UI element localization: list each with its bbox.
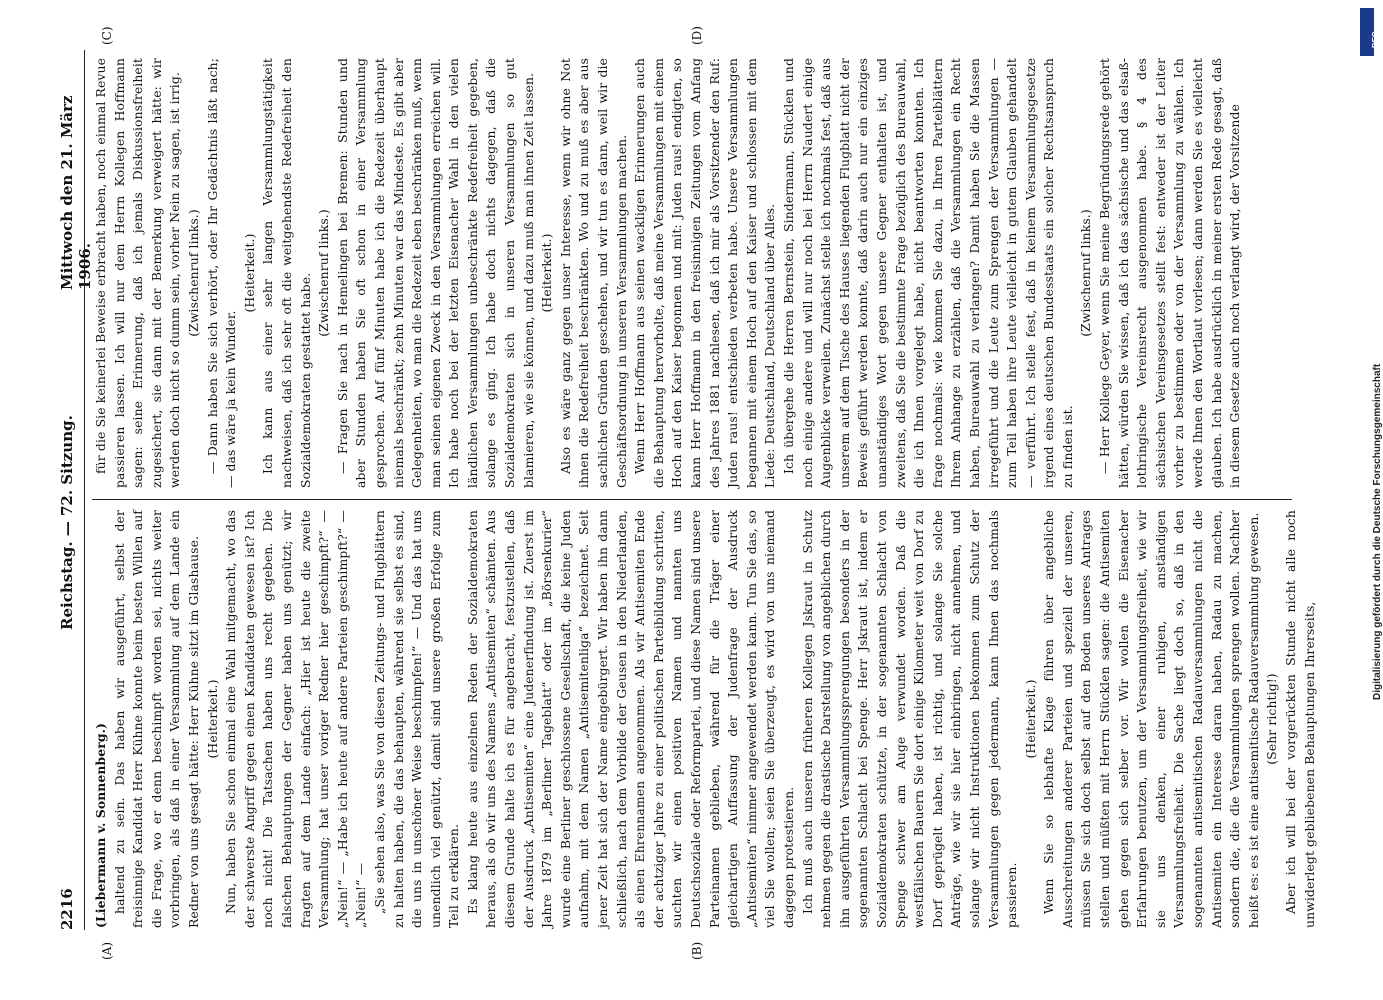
paragraph: Ich kann aus einer sehr langen Versammlungstätigkeit nachweisen, daß ich sehr oft die weitgehendste Redefreiheit den Sozialdemokraten gestattet habe.: [260, 58, 313, 488]
paragraph: — Herr Kollege Geyer, wenn Sie meine Begründungsrede gehört hätten, würden Sie wissen, daß ich das sächsische und das elsaß-lothringische Vereinsrecht ausgenommen habe. § 4 des sächsischen Vereinsgesetzes stellt fest: entweder ist der Leiter vorher zu bestimmen oder von der Versammlung zu wählen. Ich werde Ihnen den Wortlaut vorlesen; dann werden Sie es vielleicht glauben. Ich habe ausdrücklich in meiner ersten Rede gesagt, daß in diesem Gesetze auch noch verlangt wird, der Vorsitzende: [1097, 58, 1243, 488]
paragraph: — Dann haben Sie sich verhört, oder Ihr Gedächtnis läßt nach; — das wäre ja kein Wunder.: [204, 58, 239, 488]
page-number: 2216: [58, 888, 76, 930]
paragraph: Ich muß auch unseren früheren Kollegen Jskraut in Schutz nehmen gegen die drastische Darstellung von angeblichen durch ihn ausgeführten Versammlungssprengungen besonders in der sogenannten Schlacht bei Spenge. Herr Jskraut ist, indem er Sozialdemokraten schützte, in der sogenannten Schlacht von Spenge schwer am Auge verwundet worden. Daß die westfälischen Bauern Sie dort einige Kilometer weit von Dorf zu Dorf geprügelt haben, ist richtig, und solange Sie solche Anträge, wie wir sie hier einbringen, nicht annehmen, und solange wir nicht Instruktionen bekommen zum Schutz der Versammlungen gegen jedermann, kann Ihnen das nochmals passieren.: [799, 510, 1020, 928]
margin-mark-d: (D): [690, 26, 704, 45]
paragraph: — Fragen Sie nach in Hemelingen bei Bremen: Stunden und aber Stunden haben Sie oft schon in einer Versammlung gesprochen. Auf fünf Minuten habe ich die Redezeit überhaupt niemals beschränkt; zehn Minuten war das Mindeste. Es gibt aber Gelegenheiten, wo man die Redezeit eben beschränken muß, wenn man seinen eigenen Zweck in den Versammlungen erreichen will. Ich habe noch bei der letzten Eisenacher Wahl in den vielen ländlichen Versammlungen unbeschränkte Redefreiheit gegeben, solange es ging. Ich habe doch nichts dagegen, daß die Sozialdemokraten sich in unseren Versammlungen so gut blamieren, wie sie können, und dazu muß man ihnen Zeit lassen.: [334, 58, 536, 488]
interjection: (Zwischenruf links.): [1078, 209, 1094, 337]
column-divider: [92, 499, 1292, 500]
interjection: (Heiterkeit.): [1022, 679, 1038, 759]
paragraph: für die Sie keinerlei Beweise erbracht haben, noch einmal Revue passieren lassen. Ich will nur dem Herrn Kollegen Hoffmann sagen: seine Erinnerung, daß ich jemals Diskussionsfreiheit zugesichert, sie dann mit der Bemerkung verweigert hätte: wir werden doch nicht so dumm sein, vorher Nein zu sagen, ist irrig.: [93, 58, 183, 488]
paragraph: Wenn Herr Hoffmann aus seinen wackligen Erinnerungen auch die Behauptung hervorholte, daß meine Versammlungen mit einem Hoch auf den Kaiser begonnen und mit: Juden raus! endigten, so kann Herr Hoffmann in den freisinnigen Zeitungen vom Anfang des Jahres 1881 nachlesen, daß ich mir als Vorsitzender den Ruf: Juden raus! entschieden verbeten habe. Unsere Versammlungen begannen mit einem Hoch auf den Kaiser und schlossen mit dem Liede: Deutschland, Deutschland über Alles.: [632, 58, 778, 488]
margin-mark-b: (B): [690, 941, 704, 960]
margin-mark-c: (C): [100, 26, 114, 45]
credit-text: Digitalisierung gefördert durch die Deutsche Forschungsgemeinschaft: [1372, 363, 1383, 700]
paragraph: Aber ich will bei der vorgerückten Stunde nicht alle noch unwiderlegt gebliebenen Behauptungen Ihrerseits,: [1283, 510, 1317, 928]
speaker-label: (Liebermann v. Sonnenberg.): [93, 722, 108, 928]
interjection: (Heiterkeit.): [204, 679, 220, 759]
paragraph: Wenn Sie so lebhafte Klage führen über angebliche Ausschreitungen anderer Parteien und speziell der unseren, müssen Sie sich doch selbst auf den Boden unseres Antrages stellen und müßten mit Herrn Stücklen sagen: die Antisemiten gehen gegen sich selber vor. Wir wollen die Eisenacher Erfahrungen benutzen, um der Versammlungsfreiheit, wie wir sie uns denken, einer ruhigen, anständigen Versammlungsfreiheit. Die Sache liegt doch so, daß in den sogenannten antisemitischen Radauversammlungen nicht die Antisemiten ein Interesse daran haben, Radau zu machen, sondern die, die die Versammlungen sprengen wollen. Nachher heißt es: es ist eine antisemitische Radauversammlung gewesen.: [1041, 510, 1261, 928]
margin-mark-a: (A): [100, 941, 114, 960]
right-text-column: [92, 58, 1245, 488]
paragraph: Ich übergehe die Herren Bernstein, Sindermann, Stücklen und noch einige andere und will nur noch bei Herrn Naudert einige Augenblicke verweilen. Zunächst stelle ich nochmals fest, daß aus unserem auf dem Tische des Hauses liegenden Flugblatt nicht der Beweis geführt werden konnte, daß darin auch nur ein einziges unanständiges Wort gegen unsere Gegner enthalten ist, und zweitens, daß Sie die bestimmte Frage bezüglich des Bureauwahl, die ich Ihnen vorgelegt habe, nicht beantworten konnten. Ich frage nochmals: wie kommen Sie dazu, in Ihren Parteiblättern Ihrem Anhange zu erzählen, daß die Versammlungen ein Recht haben, Bureauwahl zu verlangen? Damit haben Sie die Massen irregeführt und die Leute zum Sprengen der Versammlungen — zum Teil haben ihre Leute vielleicht in gutem Glauben gehandelt — verführt. Ich stelle fest, daß in keinem Versammlungsgesetze irgend eines deutschen Bundesstaats ein solcher Rechtsanspruch zu finden ist.: [780, 58, 1075, 488]
paragraph: „Sie sehen also, was Sie von diesen Zeitungs- und Flugblättern zu halten haben, die das behaupten, während sie selbst es sind, die uns in unschöner Weise beschimpfen!“ — Und das hat uns unendlich viel genützt, damit sind unsere großen Erfolge zum Teil zu erklären.: [371, 510, 462, 928]
paragraph: haltend zu sein. Das haben wir ausgeführt, selbst der freisinnige Kandidat Herr Kühne konnte beim besten Willen auf die Frage, wo er denn beschimpft worden sei, nichts weiter vorbringen, als daß in einer Versammlung auf dem Lande ein Redner von uns gesagt hätte: Herr Kühne sitzt im Glashause.: [111, 510, 201, 928]
session-date: Mittwoch den 21. März 1906.: [58, 95, 94, 290]
paragraph: Nun, haben Sie schon einmal eine Wahl mitgemacht, wo das der schwerste Angriff gegen einen Kandidaten gewesen ist? Ich noch nicht! Die Tatsachen haben uns recht gegeben. Die falschen Behauptungen der Gegner haben uns genützt; wir fragten auf dem Lande einfach: „Hier ist heute die zweite Versammlung; hat unser voriger Redner hier geschimpft?“ — „Nein!“ — „Habe ich heute auf andere Parteien geschimpft?“ — „Nein!“ —: [223, 510, 369, 928]
interjection: (Heiterkeit.): [539, 233, 555, 313]
paragraph: Also es wäre ganz gegen unser Interesse, wenn wir ohne Not ihnen die Redefreiheit beschränkten. Wo und zu muß es aber aus sachlichen Gründen geschehen, und wir tun es dann, weil wir die Geschäftsordnung in unseren Versammlungen machen.: [557, 58, 629, 488]
interjection: (Sehr richtig!): [1264, 673, 1280, 765]
page-header: [58, 50, 94, 930]
session-title: Reichstag. — 72. Sitzung.: [58, 415, 76, 630]
interjection: (Heiterkeit.): [241, 233, 257, 313]
interjection: (Zwischenruf links.): [316, 209, 332, 337]
interjection: (Zwischenruf links.): [185, 209, 201, 337]
left-text-column: [92, 510, 1319, 928]
dfg-logo: DFG: [1360, 8, 1374, 56]
paragraph: Es klang heute aus einzelnen Reden der Sozialdemokraten heraus, als ob wir uns des Namens „Antisemiten“ schämten. Aus diesem Grunde halte ich es für angebracht, festzustellen, daß der Ausdruck „Antisemiten“ eine Judenerfindung ist. Zuerst im Jahre 1879 im „Berliner Tageblatt“ oder im „Börsenkurier“ wurde eine Berliner geschlossene Gesellschaft, die keine Juden aufnahm, mit dem Namen „Antisemitenliga“ bezeichnet. Seit jener Zeit hat sich der Name eingebürgert. Wir haben ihn dann schließlich, nach dem Vorbilde der Geusen in den Niederlanden, als einen Ehrennamen angenommen. Als wir Antisemiten Ende der achtziger Jahre zu einer politischen Parteibildung schritten, suchten wir einen positiven Namen und nannten uns Deutschsoziale oder Reformpartei, und diese Namen sind unsere Parteinamen geblieben, während für die Träger einer gleichartigen Auffassung der Judenfrage der Ausdruck „Antisemiten“ nimmer angewendet werden kann. Tun Sie das, so viel Sie wollen; seien Sie überzeugt, es wird von uns niemand dagegen protestieren.: [464, 510, 796, 928]
header-rule: [84, 50, 85, 930]
